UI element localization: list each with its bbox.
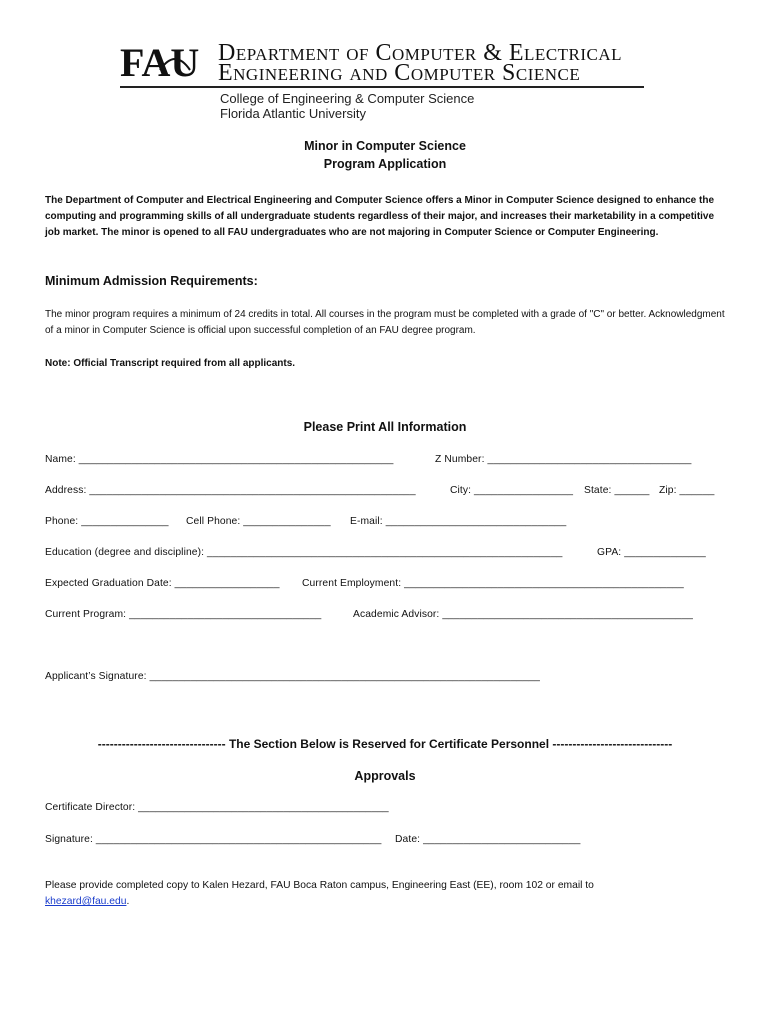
phone-field[interactable]: Phone: _______________ [45, 516, 169, 527]
certificate-director-field[interactable]: Certificate Director: ___________________________________________ [45, 802, 389, 813]
state-field[interactable]: State: ______ [584, 485, 650, 496]
name-field[interactable]: Name: ______________________________________________________ [45, 454, 394, 465]
city-field[interactable]: City: _________________ [450, 485, 574, 496]
dept-name-line2: Engineering and Computer Science [218, 60, 581, 86]
fau-logo [120, 40, 210, 84]
current-employment-field[interactable]: Current Employment: ________________________________________________ [302, 578, 684, 589]
footer-period: . [126, 896, 130, 908]
fau-logo-text: FAU [120, 40, 200, 84]
dept-name-line1: Department of Computer & Electrical [218, 40, 623, 66]
email-field[interactable]: E-mail: _______________________________ [350, 516, 567, 527]
university-name: Florida Atlantic University [220, 106, 366, 121]
submission-text: Please provide completed copy to Kalen Hezard, FAU Boca Raton campus, Engineering East (EE), room 102 or email to [45, 880, 594, 891]
znumber-field[interactable]: Z Number: ___________________________________ [435, 454, 692, 465]
zip-field[interactable]: Zip: ______ [659, 485, 715, 496]
education-field[interactable]: Education (degree and discipline): _____________________________________________________________ [45, 547, 563, 558]
address-field[interactable]: Address: ________________________________________________________ [45, 485, 416, 496]
applicant-signature-field[interactable]: Applicant’s Signature: ___________________________________________________________________ [45, 671, 540, 682]
email-link[interactable]: khezard@fau.edu [45, 896, 127, 908]
transcript-note: Note: Official Transcript required from all applicants. [45, 358, 296, 369]
header-rule [120, 86, 644, 88]
requirements-text: The minor program requires a minimum of 24 credits in total. All courses in the program must be completed with a grade of "C" or better. Acknowledgment of a minor in Computer Science is official upon successful completion of an FAU degree program. [45, 309, 725, 337]
director-signature-field[interactable]: Signature: _________________________________________________ [45, 834, 382, 845]
intro-paragraph: The Department of Computer and Electrical Engineering and Computer Science offers a Minor in Computer Science designed to enhance the computing and programming skills of all undergraduate students regardless of their major, and increases their marketability in a competitive job market. The minor is opened to all FAU undergraduates who are not majoring in Computer Science or Computer Engineering. [45, 195, 715, 239]
gpa-field[interactable]: GPA: ______________ [597, 547, 706, 558]
current-program-field[interactable]: Current Program: _________________________________ [45, 609, 322, 620]
graduation-date-field[interactable]: Expected Graduation Date: __________________ [45, 578, 280, 589]
approval-date-field[interactable]: Date: ___________________________ [395, 834, 581, 845]
reserved-divider: -------------------------------- The Section Below is Reserved for Certificate Personnel ------------------------------ [97, 737, 673, 751]
requirements-heading: Minimum Admission Requirements: [45, 274, 258, 288]
doc-title: Minor in Computer Science [304, 139, 466, 153]
form-heading: Please Print All Information [303, 420, 467, 434]
college-name: College of Engineering & Computer Science [220, 91, 475, 106]
cell-phone-field[interactable]: Cell Phone: _______________ [186, 516, 331, 527]
academic-advisor-field[interactable]: Academic Advisor: ___________________________________________ [353, 609, 693, 620]
submission-instructions [45, 878, 725, 910]
doc-subtitle: Program Application [323, 157, 447, 171]
approvals-heading: Approvals [354, 769, 416, 783]
